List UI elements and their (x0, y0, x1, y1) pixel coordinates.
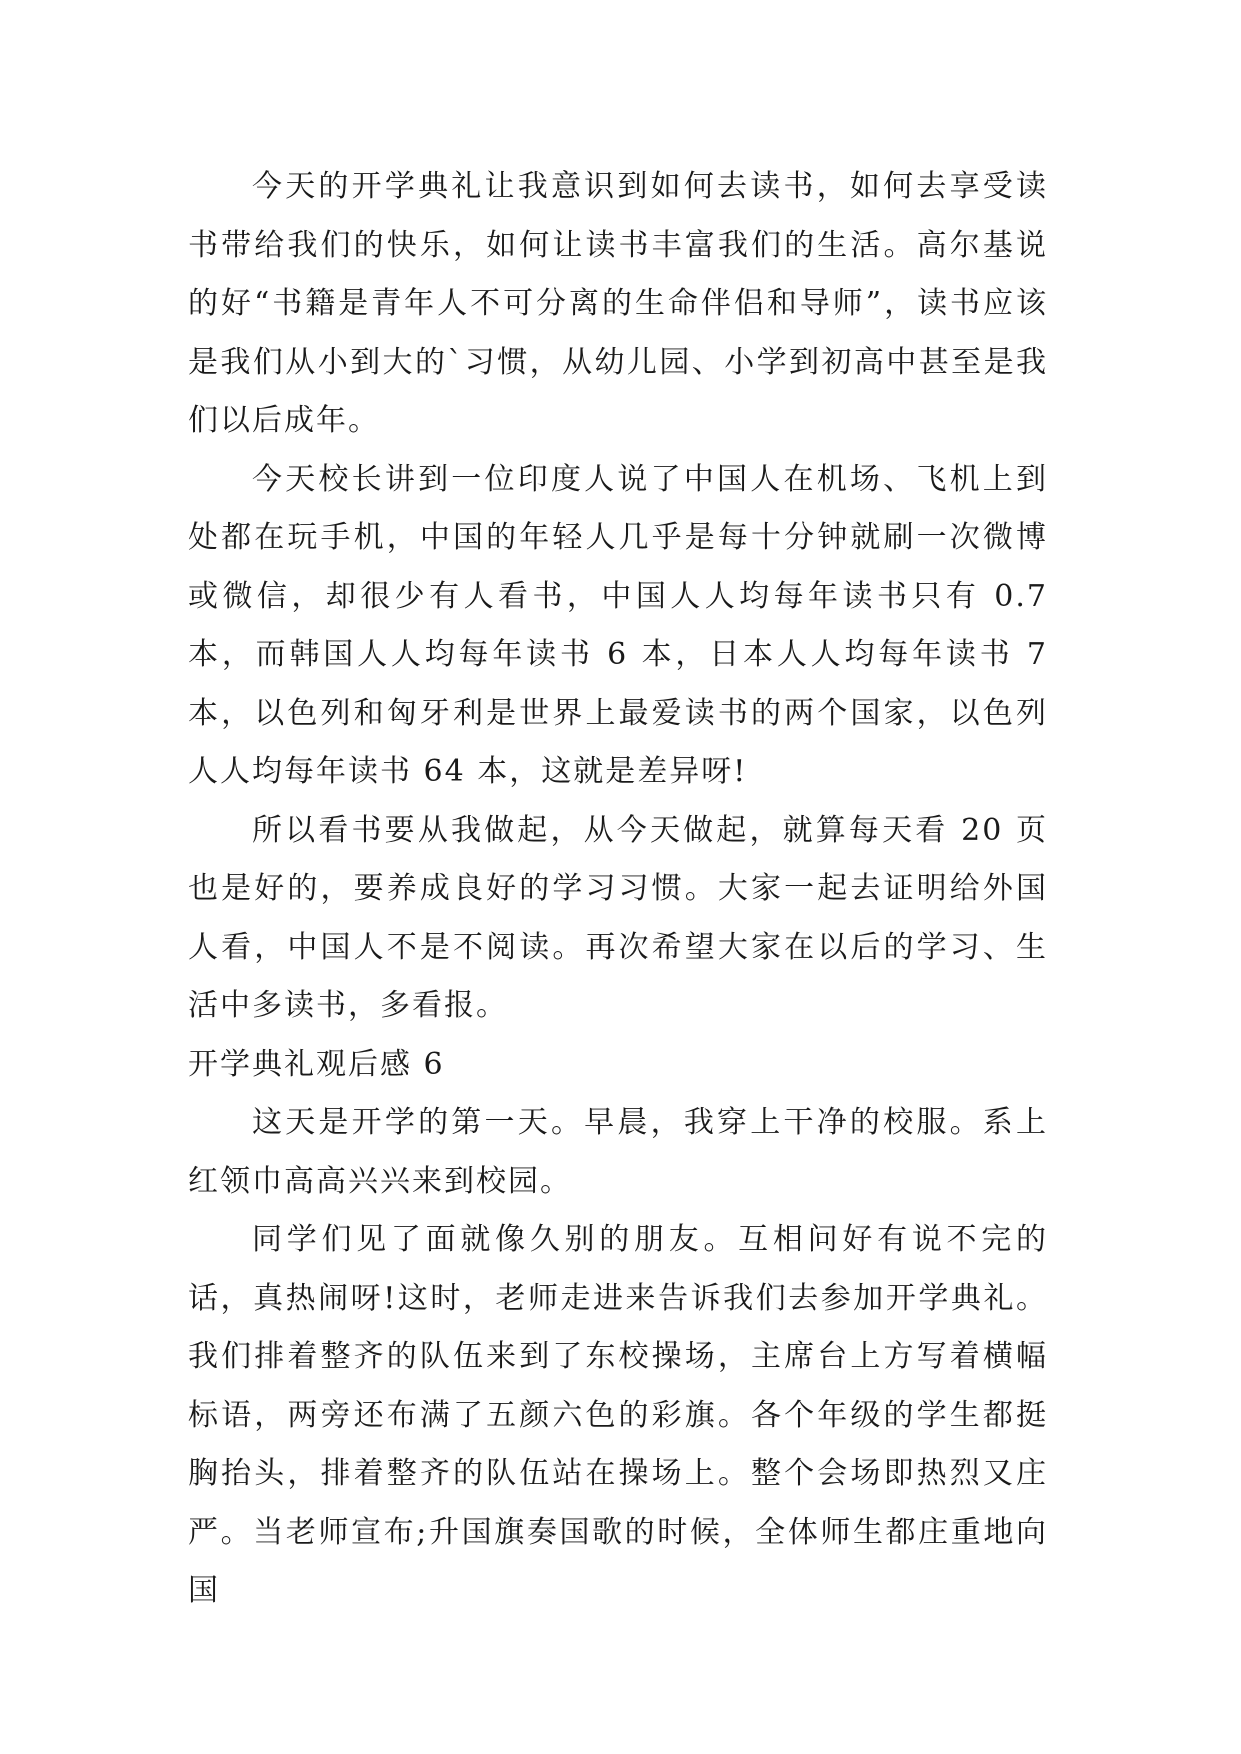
document-body (188, 158, 1048, 1621)
section-heading: 开学典礼观后感 6 (188, 1046, 445, 1082)
paragraph-reading-reflection: 今天的开学典礼让我意识到如何去读书，如何去享受读书带给我们的快乐，如何让读书丰富我们的生活。高尔基说的好“书籍是青年人不可分离的生命伴侣和导师”，读书应该是我们从小到大的`习惯，从幼儿园、小学到初高中甚至是我们以后成年。 (188, 169, 1048, 438)
paragraph-first-day: 这天是开学的第一天。早晨，我穿上干净的校服。系上红领巾高高兴兴来到校园。 (188, 1105, 1048, 1199)
paragraph-opening-ceremony: 同学们见了面就像久别的朋友。互相问好有说不完的话，真热闹呀!这时，老师走进来告诉我们去参加开学典礼。我们排着整齐的队伍来到了东校操场，主席台上方写着横幅标语，两旁还布满了五颜六色的彩旗。各个年级的学生都挺胸抬头，排着整齐的队伍站在操场上。整个会场即热烈又庄严。当老师宣布;升国旗奏国歌的时候，全体师生都庄重地向国 (188, 1222, 1048, 1608)
paragraph-reading-statistics: 今天校长讲到一位印度人说了中国人在机场、飞机上到处都在玩手机，中国的年轻人几乎是每十分钟就刷一次微博或微信，却很少有人看书，中国人人均每年读书只有 0.7 本，而韩国人人均每年读书 6 本，日本人人均每年读书 7 本，以色列和匈牙利是世界上最爱读书的两个国家，以色列人人均每年读书 64 本，这就是差异呀! (188, 461, 1048, 789)
paragraph-reading-call-to-action: 所以看书要从我做起，从今天做起，就算每天看 20 页也是好的，要养成良好的学习习惯。大家一起去证明给外国人看，中国人不是不阅读。再次希望大家在以后的学习、生活中多读书，多看报。 (188, 812, 1048, 1023)
